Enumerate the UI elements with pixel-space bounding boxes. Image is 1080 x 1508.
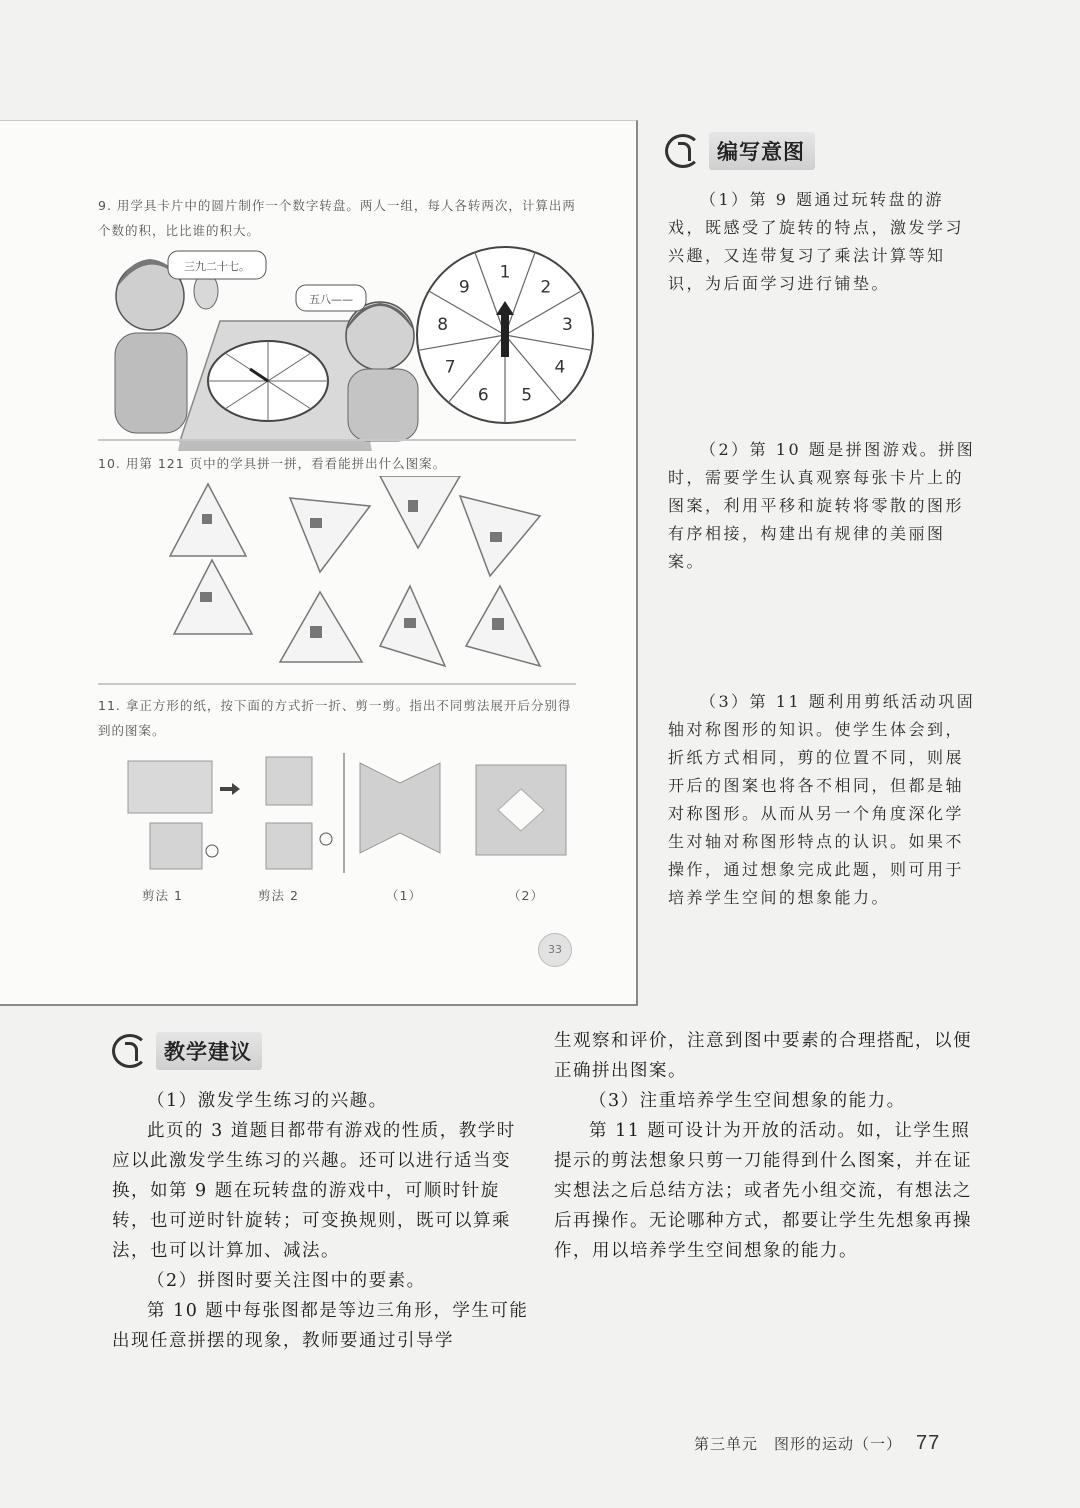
advice-para-1: 此页的 3 道题目都带有游戏的性质，教学时应以此激发学生练习的兴趣。还可以进行适当变换，如第 9 题在玩转盘的游戏中，可顺时针旋转，也可逆时针旋转；可变换规则，既可以算乘法，也可以计算加、减法。 bbox=[112, 1121, 516, 1261]
spinner-number: 1 bbox=[499, 262, 511, 283]
spinner-number: 5 bbox=[521, 385, 533, 406]
cut-label-2: 剪法 2 bbox=[258, 888, 299, 903]
teaching-advice-title: 教学建议 bbox=[156, 1032, 262, 1070]
spinner-number: 6 bbox=[477, 385, 489, 406]
number-spinner bbox=[417, 247, 593, 423]
spinner-number: 9 bbox=[458, 277, 470, 298]
teaching-advice-header bbox=[112, 1032, 262, 1070]
section-swirl-icon bbox=[112, 1034, 148, 1068]
separator-2 bbox=[98, 683, 576, 685]
result-label-2: （2） bbox=[508, 888, 544, 903]
q10-text: 10. 用第 121 页中的学具拼一拼，看看能拼出什么图案。 bbox=[98, 456, 447, 471]
intent-para-3: （3）第 11 题利用剪纸活动巩固轴对称图形的知识。使学生体会到，折纸方式相同，剪的位置不同，则展开后的图案也将各不相同，但都是轴对称图形。从而从另一个角度深化学生对轴对称图形特点的认识。如果不操作，通过想象完成此题，则可用于培养学生空间的想象能力。 bbox=[668, 692, 976, 907]
textbook-page-inset bbox=[0, 120, 638, 1006]
advice-heading-1: （1）激发学生练习的兴趣。 bbox=[147, 1091, 388, 1111]
separator-1 bbox=[98, 439, 576, 441]
advice-right-column bbox=[554, 1026, 974, 1266]
spinner-number: 2 bbox=[540, 277, 552, 298]
page-footer bbox=[694, 1432, 940, 1455]
intent-para-2: （2）第 10 题是拼图游戏。拼图时，需要学生认真观察每张卡片上的图案，利用平移和旋转将零散的图形有序相接，构建出有规律的美丽图案。 bbox=[668, 440, 976, 571]
advice-left-column bbox=[112, 1086, 534, 1356]
advice-para-2: 第 10 题中每张图都是等边三角形，学生可能出现任意拼摆的现象，教师要通过引导学 bbox=[112, 1301, 529, 1351]
cut-label-1: 剪法 1 bbox=[142, 888, 183, 903]
intent-para-1: （1）第 9 题通过玩转盘的游戏，既感受了旋转的特点，激发学习兴趣，又连带复习了乘法计算等知识，为后面学习进行铺垫。 bbox=[668, 190, 965, 293]
section-swirl-icon bbox=[665, 134, 701, 168]
advice-para-3: 第 11 题可设计为开放的活动。如，让学生照提示的剪法想象只剪一刀能得到什么图案，并在证实想法之后总结方法；或者先小组交流，有想法之后再操作。无论哪种方式，都要让学生先想象再操作，用以培养学生空间想象的能力。 bbox=[554, 1121, 972, 1261]
bubble-2-text: 五八—— bbox=[309, 293, 353, 306]
advice-heading-3: （3）注重培养学生空间想象的能力。 bbox=[589, 1091, 906, 1111]
spinner-number: 8 bbox=[437, 314, 449, 335]
unit-title: 第三单元 图形的运动（一） bbox=[694, 1435, 903, 1453]
writing-intent-title: 编写意图 bbox=[709, 132, 815, 170]
triangle-cards bbox=[140, 476, 580, 676]
spinner-number: 7 bbox=[444, 357, 456, 378]
writing-intent-header bbox=[665, 132, 815, 170]
inset-page-number: 33 bbox=[538, 933, 572, 967]
bubble-1-text: 三九二十七。 bbox=[184, 260, 250, 273]
q11-text: 11. 拿正方形的纸，按下面的方式折一折、剪一剪。指出不同剪法展开后分别得到的图案。 bbox=[98, 698, 572, 738]
page-number: 77 bbox=[916, 1432, 941, 1454]
spinner-number: 4 bbox=[554, 357, 566, 378]
advice-heading-2: （2）拼图时要关注图中的要素。 bbox=[147, 1271, 426, 1291]
spinner-number: 3 bbox=[561, 314, 573, 335]
result-label-1: （1） bbox=[386, 888, 422, 903]
advice-para-2-cont: 生观察和评价，注意到图中要素的合理搭配，以便正确拼出图案。 bbox=[554, 1031, 972, 1081]
paper-cutting-steps bbox=[120, 753, 580, 873]
q9-text: 9. 用学具卡片中的圆片制作一个数字转盘。两人一组，每人各转两次，计算出两个数的积，比比谁的积大。 bbox=[98, 198, 576, 238]
q9-illustration bbox=[110, 241, 600, 451]
